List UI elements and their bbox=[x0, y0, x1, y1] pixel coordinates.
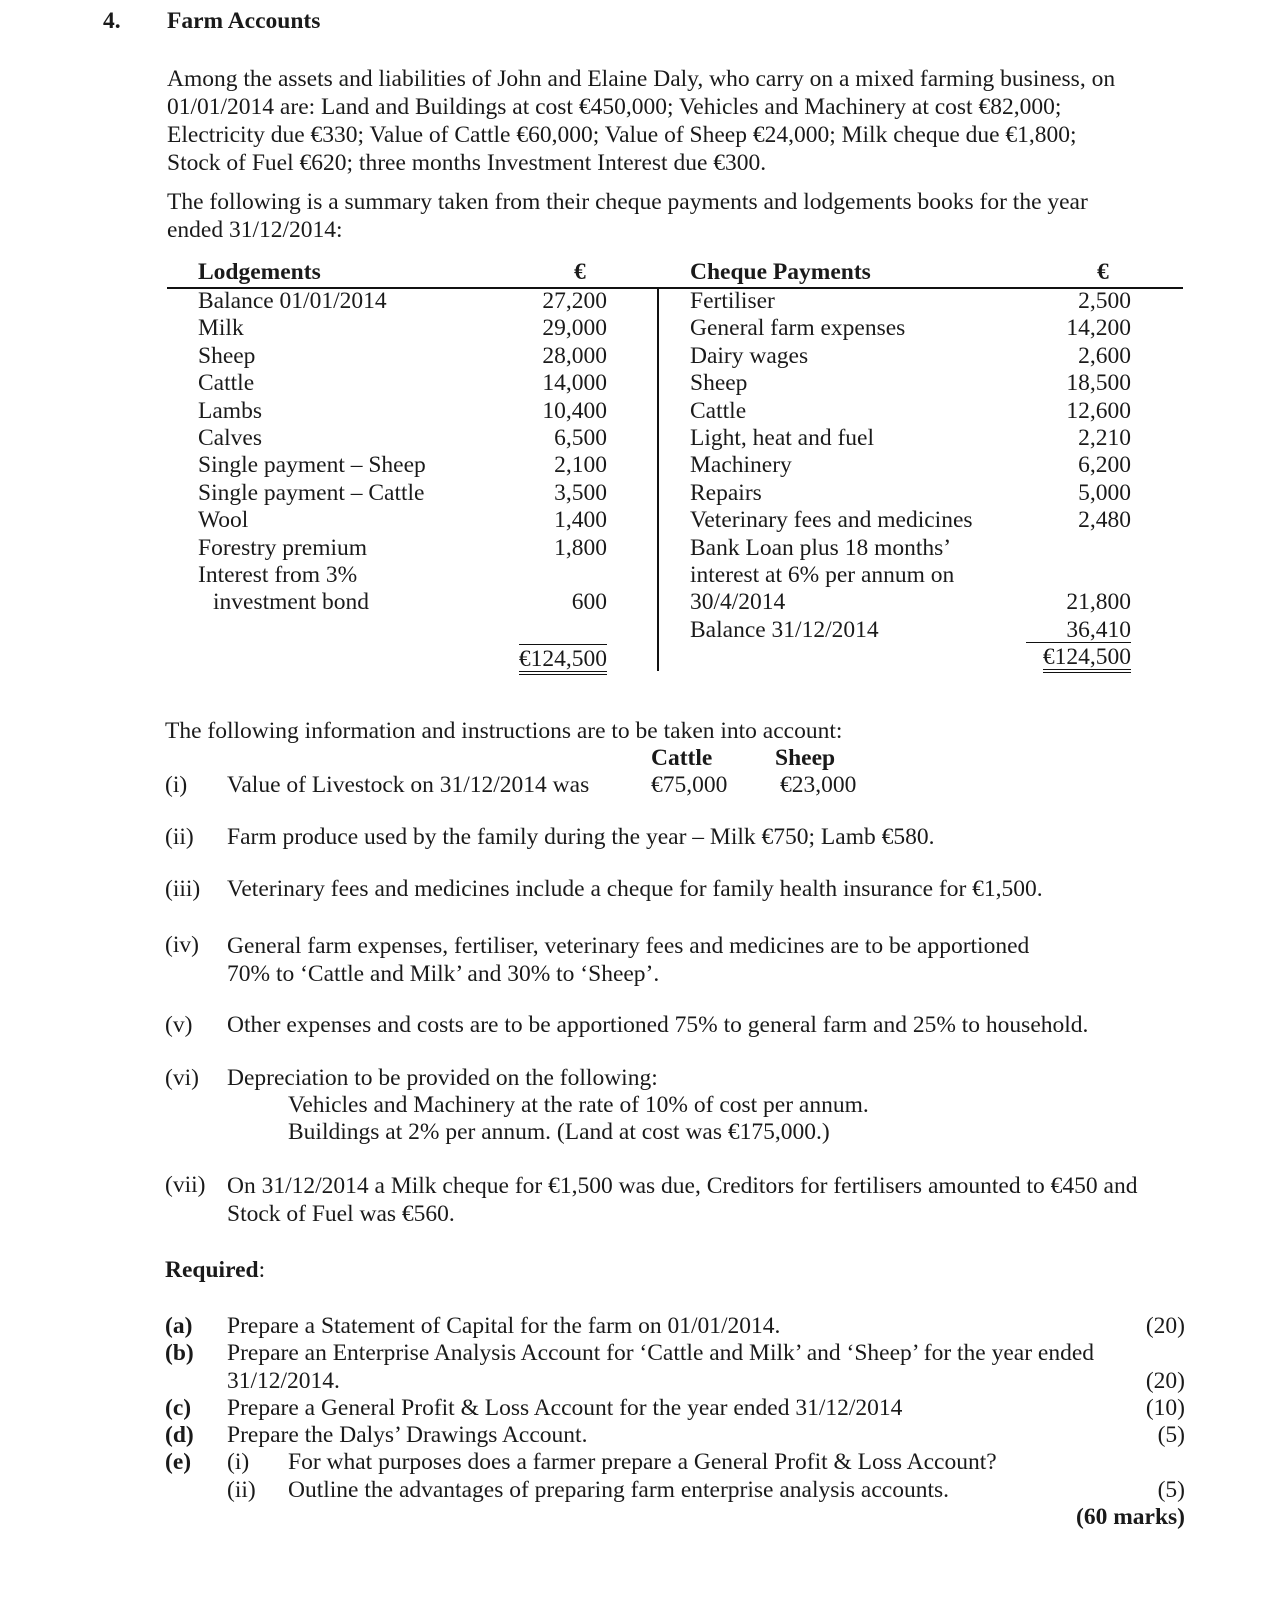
payment-label: 30/4/2014 bbox=[690, 589, 786, 616]
lodgement-label: Interest from 3% bbox=[198, 562, 358, 588]
lodgement-amount: 3,500 bbox=[554, 479, 607, 506]
info-item-text: Other expenses and costs are to be apportioned 75% to general farm and 25% to household. bbox=[227, 1012, 1089, 1038]
info-line: Stock of Fuel was €560. bbox=[227, 1201, 455, 1227]
payment-label: Veterinary fees and medicines bbox=[690, 507, 973, 534]
payment-label: Fertiliser bbox=[690, 288, 775, 314]
payment-label: Dairy wages bbox=[690, 342, 809, 369]
lodgement-amount: 1,800 bbox=[554, 534, 607, 561]
info-item-num: (v) bbox=[165, 1012, 193, 1038]
payments-header: Cheque Payments bbox=[690, 259, 871, 285]
depreciation-line: Buildings at 2% per annum. (Land at cost was €175,000.) bbox=[288, 1119, 830, 1145]
lodgement-label: Single payment – Sheep bbox=[198, 452, 426, 479]
lodgement-amount: 10,400 bbox=[542, 397, 607, 424]
lodgements-total-value: €124,500 bbox=[519, 644, 607, 675]
payment-amount bbox=[1011, 617, 1131, 644]
payment-label: Bank Loan plus 18 months’ bbox=[690, 534, 952, 561]
info-item-num: (iv) bbox=[165, 932, 199, 958]
question-number: 4. bbox=[103, 8, 121, 34]
lodgement-amount: 6,500 bbox=[554, 425, 607, 451]
lodgement-amount: 2,100 bbox=[554, 452, 607, 479]
payment-label: Balance 31/12/2014 bbox=[690, 616, 879, 643]
livestock-sheep-value: €23,000 bbox=[780, 772, 857, 798]
info-line: 70% to ‘Cattle and Milk’ and 30% to ‘Sheep’. bbox=[227, 961, 660, 987]
info-item-num: (ii) bbox=[165, 824, 194, 850]
payment-label: Repairs bbox=[690, 479, 762, 506]
payment-amount: 2,600 bbox=[1078, 342, 1131, 369]
info-item-num: (iii) bbox=[165, 876, 201, 902]
intro-line: Stock of Fuel €620; three months Investment Interest due €300. bbox=[167, 150, 767, 176]
lodgement-label: Calves bbox=[198, 425, 262, 451]
required-label: Required bbox=[165, 1257, 259, 1283]
required-text: For what purposes does a farmer prepare a General Profit & Loss Account? bbox=[288, 1449, 997, 1475]
lodgement-amount: 14,000 bbox=[542, 370, 607, 397]
lodgement-label: Single payment – Cattle bbox=[198, 479, 425, 506]
lodgement-label: Forestry premium bbox=[198, 534, 368, 561]
required-marks: (10) bbox=[1145, 1395, 1185, 1421]
table-divider bbox=[657, 289, 659, 671]
required-letter: (c) bbox=[165, 1395, 192, 1421]
info-heading: The following information and instructions are to be taken into account: bbox=[165, 718, 843, 744]
required-letter: (d) bbox=[165, 1422, 194, 1448]
depreciation-line: Vehicles and Machinery at the rate of 10% of cost per annum. bbox=[288, 1092, 869, 1118]
info-item-text bbox=[227, 932, 1029, 988]
payment-amount: 21,800 bbox=[1066, 589, 1131, 616]
required-heading bbox=[165, 1257, 265, 1284]
lodgement-label: Cattle bbox=[198, 370, 255, 397]
required-marks: (5) bbox=[1157, 1422, 1185, 1448]
required-letter: (b) bbox=[165, 1340, 194, 1366]
lodgements-total bbox=[507, 644, 607, 675]
intro-line: Among the assets and liabilities of John and Elaine Daly, who carry on a mixed farming business, on bbox=[167, 66, 1116, 92]
required-text: Prepare a General Profit & Loss Account for the year ended 31/12/2014 bbox=[227, 1395, 903, 1421]
info-line: On 31/12/2014 a Milk cheque for €1,500 was due, Creditors for fertilisers amounted to €450 and bbox=[227, 1173, 1138, 1199]
required-letter: (e) bbox=[165, 1449, 192, 1475]
required-marks: (20) bbox=[1145, 1313, 1185, 1339]
payment-amount: 12,600 bbox=[1066, 397, 1131, 424]
payments-total-value: €124,500 bbox=[1043, 645, 1131, 673]
info-line: General farm expenses, fertiliser, veterinary fees and medicines are to be apportioned bbox=[227, 933, 1030, 959]
intro-paragraph bbox=[167, 65, 1115, 177]
intro-line: Electricity due €330; Value of Cattle €60,000; Value of Sheep €24,000; Milk cheque due €1,800; bbox=[167, 122, 1077, 148]
payments-total bbox=[1031, 644, 1131, 673]
lodgement-label: Wool bbox=[198, 507, 249, 534]
required-marks: (5) bbox=[1157, 1477, 1185, 1503]
question-title: Farm Accounts bbox=[167, 8, 321, 34]
required-subnum: (ii) bbox=[227, 1477, 256, 1503]
summary-line: The following is a summary taken from their cheque payments and lodgements books for the year bbox=[167, 189, 1088, 215]
required-text: Outline the advantages of preparing farm enterprise analysis accounts. bbox=[288, 1477, 950, 1503]
summary-paragraph bbox=[167, 188, 1088, 244]
info-item-text: Farm produce used by the family during the year – Milk €750; Lamb €580. bbox=[227, 824, 935, 850]
depreciation-details bbox=[288, 1092, 869, 1146]
payment-label: General farm expenses bbox=[690, 315, 906, 342]
payment-amount-value: 36,410 bbox=[1026, 618, 1131, 643]
livestock-cattle-value: €75,000 bbox=[651, 772, 728, 798]
total-marks: (60 marks) bbox=[1076, 1504, 1185, 1530]
info-item-text bbox=[227, 1172, 1137, 1228]
required-text: Prepare the Dalys’ Drawings Account. bbox=[227, 1422, 588, 1448]
payment-label: interest at 6% per annum on bbox=[690, 562, 955, 588]
payment-amount: 5,000 bbox=[1078, 479, 1131, 506]
lodgement-label: Lambs bbox=[198, 397, 262, 424]
payment-amount: 18,500 bbox=[1066, 370, 1131, 397]
required-text-cont: 31/12/2014. bbox=[227, 1368, 340, 1394]
payment-amount: 2,480 bbox=[1078, 507, 1131, 534]
payment-amount: 6,200 bbox=[1078, 452, 1131, 479]
payment-label: Sheep bbox=[690, 370, 748, 397]
summary-line: ended 31/12/2014: bbox=[167, 217, 343, 243]
info-item-text: Veterinary fees and medicines include a cheque for family health insurance for €1,500. bbox=[227, 876, 1043, 902]
info-item-num: (vi) bbox=[165, 1065, 199, 1091]
payments-currency: € bbox=[1097, 259, 1109, 285]
lodgement-amount: 29,000 bbox=[542, 315, 607, 342]
lodgement-amount: 27,200 bbox=[542, 288, 607, 314]
payment-label: Light, heat and fuel bbox=[690, 425, 875, 451]
info-item-text: Value of Livestock on 31/12/2014 was bbox=[227, 772, 590, 798]
col-cattle-label: Cattle bbox=[651, 745, 713, 771]
lodgement-label: investment bond bbox=[213, 589, 369, 616]
required-marks: (20) bbox=[1145, 1368, 1185, 1394]
required-subnum: (i) bbox=[227, 1449, 250, 1475]
lodgement-label: Milk bbox=[198, 315, 244, 342]
payment-amount: 2,500 bbox=[1078, 288, 1131, 314]
payment-amount: 2,210 bbox=[1078, 425, 1131, 451]
lodgement-amount: 1,400 bbox=[554, 507, 607, 534]
lodgements-header: Lodgements bbox=[198, 259, 321, 285]
lodgement-label: Sheep bbox=[198, 342, 256, 369]
info-item-num: (i) bbox=[165, 772, 188, 798]
required-text: Prepare a Statement of Capital for the farm on 01/01/2014. bbox=[227, 1313, 781, 1339]
lodgement-label: Balance 01/01/2014 bbox=[198, 288, 387, 314]
col-sheep-label: Sheep bbox=[775, 745, 836, 771]
required-letter: (a) bbox=[165, 1313, 193, 1339]
info-item-text: Depreciation to be provided on the following: bbox=[227, 1065, 658, 1091]
intro-line: 01/01/2014 are: Land and Buildings at cost €450,000; Vehicles and Machinery at cost €82,000; bbox=[167, 94, 1062, 120]
payment-label: Cattle bbox=[690, 397, 747, 424]
payment-label: Machinery bbox=[690, 452, 792, 479]
payment-amount: 14,200 bbox=[1066, 315, 1131, 342]
lodgement-amount: 600 bbox=[571, 589, 607, 616]
required-colon: : bbox=[258, 1257, 266, 1283]
info-item-num: (vii) bbox=[165, 1172, 206, 1198]
lodgements-currency: € bbox=[574, 259, 586, 285]
lodgement-amount: 28,000 bbox=[542, 342, 607, 369]
required-text: Prepare an Enterprise Analysis Account for ‘Cattle and Milk’ and ‘Sheep’ for the year ended bbox=[227, 1340, 1095, 1366]
